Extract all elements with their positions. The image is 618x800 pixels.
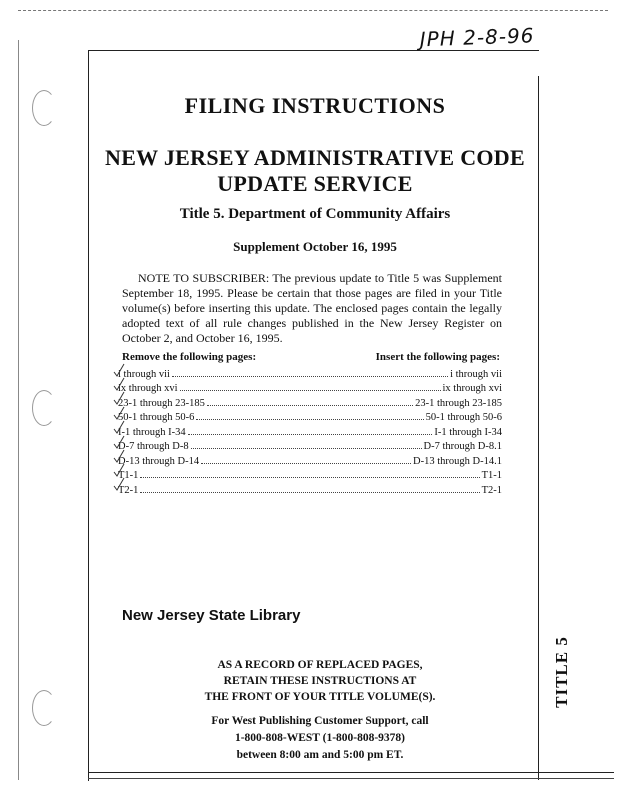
retain-line-1: AS A RECORD OF REPLACED PAGES, bbox=[217, 659, 423, 671]
handwritten-note: JPH 2-8-96 bbox=[419, 23, 535, 52]
leader-dots bbox=[140, 491, 479, 493]
insert-pages: 23-1 through 23-185 bbox=[415, 397, 502, 409]
list-item bbox=[118, 481, 502, 496]
support-line-1: For West Publishing Customer Support, call bbox=[211, 715, 429, 727]
binder-hole bbox=[32, 690, 56, 726]
insert-pages: i through vii bbox=[450, 368, 502, 380]
insert-pages: D-13 through D-14.1 bbox=[413, 455, 502, 467]
frame-bottom-rule bbox=[88, 772, 614, 773]
retain-line-2: RETAIN THESE INSTRUCTIONS AT bbox=[223, 675, 417, 687]
remove-pages: 23-1 through 23-185 bbox=[118, 397, 205, 409]
leader-dots bbox=[140, 476, 479, 478]
page-title: FILING INSTRUCTIONS bbox=[184, 93, 446, 118]
remove-pages: ix through xvi bbox=[118, 383, 178, 394]
remove-pages: 50-1 through 50-6 bbox=[118, 412, 195, 423]
list-item bbox=[118, 365, 502, 380]
retain-line-3: THE FRONT OF YOUR TITLE VOLUME(S). bbox=[204, 691, 436, 703]
binder-hole bbox=[32, 90, 56, 126]
binder-hole bbox=[32, 390, 56, 426]
insert-pages: 50-1 through 50-6 bbox=[425, 412, 502, 423]
check-marks-icon bbox=[112, 362, 126, 492]
page-list bbox=[118, 365, 502, 496]
subscriber-note bbox=[122, 271, 502, 346]
remove-pages: I-1 through I-34 bbox=[118, 426, 186, 438]
library-stamp: New Jersey State Library bbox=[122, 607, 301, 624]
code-title-line-2: UPDATE SERVICE bbox=[217, 171, 413, 196]
list-item bbox=[118, 423, 502, 438]
remove-pages: D-7 through D-8 bbox=[118, 441, 189, 452]
remove-pages: D-13 through D-14 bbox=[118, 455, 200, 467]
supplement-date: Supplement October 16, 1995 bbox=[233, 239, 397, 254]
leader-dots bbox=[180, 389, 441, 391]
leader-dots bbox=[207, 404, 413, 406]
list-item bbox=[118, 394, 502, 409]
remove-pages: T1-1 bbox=[118, 470, 139, 481]
title-department: Title 5. Department of Community Affairs bbox=[179, 206, 451, 222]
subscriber-note-text: NOTE TO SUBSCRIBER: The previous update to Title 5 was Supplement September 18, 1995. Please be certain that those pages are filed in your Title volume(s) before inserting this update. The enclosed pages contain the legally adopted text of all rule changes published in the New Jersey Register on October 2, and October 16, 1995. bbox=[122, 271, 502, 345]
retain-instructions bbox=[180, 657, 460, 705]
remove-pages: T2-1 bbox=[118, 484, 139, 496]
insert-pages: D-7 through D-8.1 bbox=[423, 441, 502, 452]
frame-bottom-rule bbox=[88, 778, 614, 779]
list-item bbox=[118, 467, 502, 482]
list-item bbox=[118, 438, 502, 453]
leader-dots bbox=[172, 375, 448, 377]
page-edge-rule bbox=[18, 40, 19, 780]
insert-pages: ix through xvi bbox=[442, 383, 502, 394]
code-title-line-1: NEW JERSEY ADMINISTRATIVE CODE bbox=[105, 145, 525, 170]
remove-pages: i through vii bbox=[118, 368, 170, 380]
leader-dots bbox=[191, 447, 422, 449]
insert-pages: T2-1 bbox=[481, 484, 502, 496]
leader-dots bbox=[196, 418, 423, 420]
insert-header: Insert the following pages: bbox=[375, 351, 500, 363]
remove-header: Remove the following pages: bbox=[122, 351, 257, 363]
list-item bbox=[118, 380, 502, 395]
leader-dots bbox=[201, 462, 411, 464]
insert-pages: I-1 through I-34 bbox=[434, 426, 502, 438]
code-title bbox=[100, 145, 530, 197]
support-line-2: 1-800-808-WEST (1-800-808-9378) bbox=[234, 732, 406, 744]
insert-pages: T1-1 bbox=[481, 470, 502, 481]
leader-dots bbox=[188, 433, 433, 435]
list-item bbox=[118, 452, 502, 467]
list-item bbox=[118, 409, 502, 424]
title-tab: TITLE 5 bbox=[552, 636, 571, 708]
customer-support bbox=[160, 713, 480, 764]
support-line-3: between 8:00 am and 5:00 pm ET. bbox=[236, 749, 404, 761]
scan-edge bbox=[18, 10, 608, 11]
